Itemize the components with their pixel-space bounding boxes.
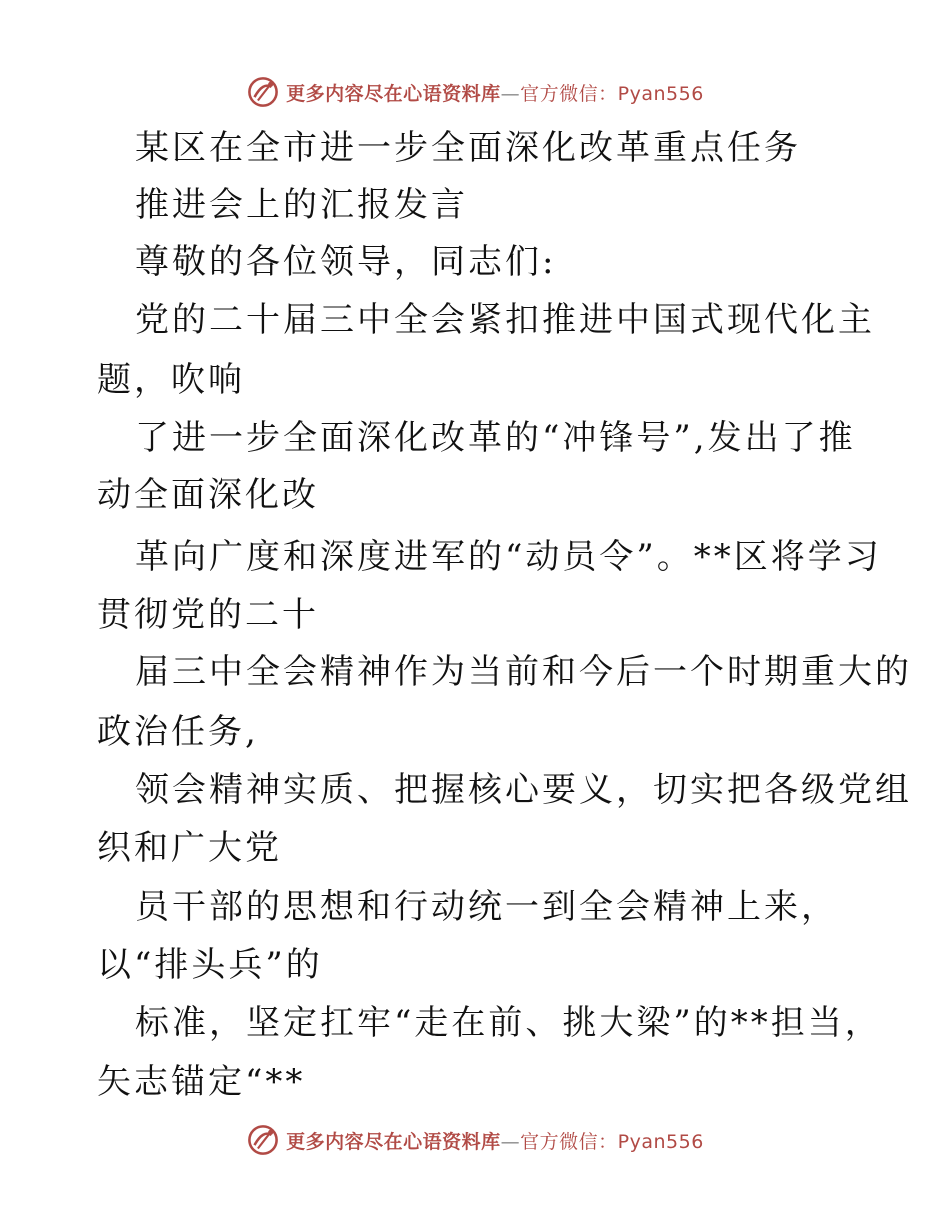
watermark-text: 更多内容尽在心语资料库—官方微信：Pyan556	[286, 1130, 704, 1153]
doc-line: 矢志锚定“**	[97, 1062, 306, 1102]
doc-line: 员干部的思想和行动统一到全会精神上来，	[135, 887, 838, 927]
doc-line: 标准，坚定扛牢“走在前、挑大梁”的**担当，	[135, 1003, 882, 1043]
watermark-text: 更多内容尽在心语资料库—官方微信：Pyan556	[286, 82, 704, 105]
doc-line: 政治任务,	[97, 712, 259, 752]
watermark-header	[0, 72, 950, 112]
doc-line: 革向广度和深度进军的“动员令”。**区将学习	[135, 537, 882, 577]
doc-line: 党的二十届三中全会紧扣推进中国式现代化主	[135, 300, 875, 340]
doc-salutation: 尊敬的各位领导，同志们:	[135, 242, 557, 282]
doc-line: 题，吹响	[97, 360, 245, 400]
logo-icon	[246, 1123, 280, 1157]
doc-line: 动全面深化改	[97, 475, 319, 515]
doc-line: 届三中全会精神作为当前和今后一个时期重大的	[135, 652, 912, 692]
logo-icon	[246, 75, 280, 109]
doc-line: 以“排头兵”的	[97, 945, 323, 985]
doc-line: 织和广大党	[97, 828, 282, 868]
doc-title-line-1: 某区在全市进一步全面深化改革重点任务	[135, 128, 801, 168]
doc-line: 领会精神实质、把握核心要义，切实把各级党组	[135, 770, 912, 810]
doc-line: 了进一步全面深化改革的“冲锋号”,发出了推	[135, 418, 856, 458]
watermark-footer	[0, 1120, 950, 1160]
doc-line: 贯彻党的二十	[97, 595, 319, 635]
doc-title-line-2: 推进会上的汇报发言	[135, 185, 468, 225]
